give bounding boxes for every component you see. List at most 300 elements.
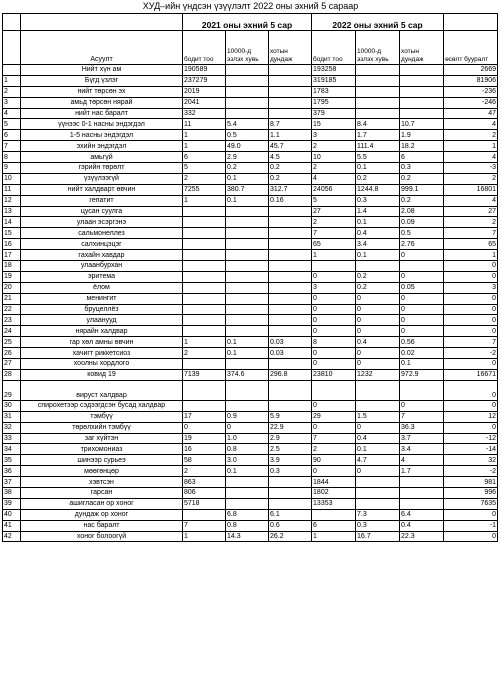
row-value [183, 271, 226, 282]
row-label: мөөгөнцөр [21, 466, 183, 477]
row-value [269, 315, 312, 326]
row-label: нийт нас баралт [21, 108, 183, 119]
row-value: 806 [183, 487, 226, 498]
row-value: 0.4 [356, 433, 400, 444]
row-value [400, 97, 444, 108]
table-row [3, 466, 498, 477]
row-value: 0 [312, 359, 356, 370]
row-value: 23810 [312, 369, 356, 380]
row-number: 11 [3, 184, 21, 195]
row-value [269, 498, 312, 509]
row-label: хоолны хордлого [21, 359, 183, 370]
row-value: 58 [183, 455, 226, 466]
row-value: 1.7 [400, 466, 444, 477]
row-number: 34 [3, 444, 21, 455]
row-value [356, 380, 400, 400]
row-value: 193258 [312, 65, 356, 76]
row-value: 0.56 [400, 337, 444, 348]
row-value: 14.3 [226, 531, 269, 542]
row-value: 4.7 [356, 455, 400, 466]
row-value: 999.1 [400, 184, 444, 195]
row-value: 0.02 [400, 348, 444, 359]
table-row [3, 400, 498, 411]
row-change: 2669 [444, 65, 498, 76]
row-value [226, 65, 269, 76]
row-value [269, 477, 312, 488]
row-value [226, 239, 269, 250]
row-value: 16 [183, 444, 226, 455]
row-label: эритема [21, 271, 183, 282]
row-value: 1783 [312, 86, 356, 97]
row-value: 0 [356, 293, 400, 304]
row-value: 8.7 [269, 119, 312, 130]
row-value: 0 [312, 315, 356, 326]
table-row [3, 195, 498, 206]
row-label: шинээр сурьеэ [21, 455, 183, 466]
row-change: 16671 [444, 369, 498, 380]
row-label: үзүүлээгүй [21, 173, 183, 184]
row-value: 0.1 [226, 173, 269, 184]
row-value [183, 206, 226, 217]
row-value [226, 282, 269, 293]
row-change: -3 [444, 163, 498, 174]
header-col: өсөлт бууралт [444, 31, 498, 65]
row-value: 5 [312, 195, 356, 206]
row-label: менингит [21, 293, 183, 304]
row-value: 1 [312, 250, 356, 261]
row-number: 22 [3, 304, 21, 315]
row-value [269, 326, 312, 337]
row-value: 5.9 [269, 411, 312, 422]
row-number: 13 [3, 206, 21, 217]
row-label: Бүгд үзлэг [21, 75, 183, 86]
row-value: 0.4 [356, 228, 400, 239]
row-label: салхинцэцэг [21, 239, 183, 250]
row-value [269, 293, 312, 304]
row-value: 49.0 [226, 141, 269, 152]
row-value: 1 [183, 141, 226, 152]
report-table [2, 13, 498, 542]
row-label: амьгүй [21, 152, 183, 163]
row-label: 1-5 насны эндэгдэл [21, 130, 183, 141]
table-row [3, 228, 498, 239]
table-row [3, 348, 498, 359]
table-row [3, 97, 498, 108]
row-value: 0.9 [226, 411, 269, 422]
row-value [400, 477, 444, 488]
row-number: 23 [3, 315, 21, 326]
row-value: 5718 [183, 498, 226, 509]
row-label: заг хүйтэн [21, 433, 183, 444]
table-row [3, 65, 498, 76]
row-value: 0.1 [226, 195, 269, 206]
row-number: 32 [3, 422, 21, 433]
row-value [356, 108, 400, 119]
row-label: Нийт хүн ам [21, 65, 183, 76]
row-number: 10 [3, 173, 21, 184]
row-value: 0.5 [400, 228, 444, 239]
row-change: 0 [444, 531, 498, 542]
row-value: 7 [312, 228, 356, 239]
row-value [226, 271, 269, 282]
row-value: 2 [312, 444, 356, 455]
row-change: 0 [444, 359, 498, 370]
row-value: 0 [400, 271, 444, 282]
table-row [3, 217, 498, 228]
row-value: 1795 [312, 97, 356, 108]
row-value: 0.8 [226, 444, 269, 455]
row-value: 7 [400, 411, 444, 422]
row-value [226, 304, 269, 315]
table-row [3, 141, 498, 152]
row-label: хачигт риккетсиоз [21, 348, 183, 359]
row-value: 237279 [183, 75, 226, 86]
row-value: 45.7 [269, 141, 312, 152]
row-value: 2 [183, 348, 226, 359]
row-value: 2041 [183, 97, 226, 108]
row-value [356, 65, 400, 76]
row-number: 42 [3, 531, 21, 542]
row-number: 35 [3, 455, 21, 466]
row-value: 0.2 [269, 173, 312, 184]
row-change: 0 [444, 304, 498, 315]
header-col: 10000-д эзлэх хувь [356, 31, 400, 65]
row-value: 1844 [312, 477, 356, 488]
row-value [183, 250, 226, 261]
row-value [356, 86, 400, 97]
row-value: 0 [312, 466, 356, 477]
row-value [226, 477, 269, 488]
row-value: 2.9 [226, 152, 269, 163]
row-value: 24056 [312, 184, 356, 195]
row-label: улаанбурхан [21, 261, 183, 272]
row-value: 0.03 [269, 348, 312, 359]
header-blank [444, 14, 498, 31]
table-row [3, 369, 498, 380]
row-value: 0.3 [356, 520, 400, 531]
row-value: 374.6 [226, 369, 269, 380]
row-label: гарсан [21, 487, 183, 498]
row-number: 26 [3, 348, 21, 359]
row-value: 0.3 [356, 195, 400, 206]
row-number: 27 [3, 359, 21, 370]
row-label: эхийн эндэгдэл [21, 141, 183, 152]
row-number: 20 [3, 282, 21, 293]
row-value: 0 [226, 422, 269, 433]
row-value: 2 [312, 217, 356, 228]
row-value: 1.0 [226, 433, 269, 444]
row-value: 0 [312, 422, 356, 433]
row-value: 27 [312, 206, 356, 217]
row-number: 39 [3, 498, 21, 509]
row-value: 0 [312, 400, 356, 411]
row-label: спирохетээр сэдээгдсэн бусад халдвар [21, 400, 183, 411]
table-row [3, 130, 498, 141]
row-number: 6 [3, 130, 21, 141]
header-year-2021: 2021 оны эхний 5 сар [183, 14, 312, 31]
table-row [3, 455, 498, 466]
table-row [3, 108, 498, 119]
table-row [3, 509, 498, 520]
row-value: 1 [183, 531, 226, 542]
row-label: үүнээс 0-1 насны эндэгдэл [21, 119, 183, 130]
row-value: 18.2 [400, 141, 444, 152]
table-row [3, 487, 498, 498]
row-value: 972.9 [400, 369, 444, 380]
row-label: улаанууд [21, 315, 183, 326]
row-value: 0 [400, 400, 444, 411]
row-value [183, 239, 226, 250]
row-value: 6.4 [400, 509, 444, 520]
row-change: 16801 [444, 184, 498, 195]
page-title: ХУД–ийн үндсэн үзүүлэлт 2022 оны эхний 5 сараар [142, 1, 359, 11]
row-value: 11 [183, 119, 226, 130]
row-value: 29 [312, 411, 356, 422]
row-value [226, 86, 269, 97]
row-change: 81906 [444, 75, 498, 86]
header-col [3, 31, 21, 65]
header-columns [3, 31, 498, 65]
row-number: 8 [3, 152, 21, 163]
row-value [269, 304, 312, 315]
header-years [3, 14, 498, 31]
header-col: бодит тоо [183, 31, 226, 65]
row-value [183, 293, 226, 304]
table-row [3, 206, 498, 217]
table-row [3, 304, 498, 315]
row-value: 36.3 [400, 422, 444, 433]
row-value: 379 [312, 108, 356, 119]
row-number: 15 [3, 228, 21, 239]
row-change: 2 [444, 217, 498, 228]
row-value [269, 97, 312, 108]
row-value: 3.4 [356, 239, 400, 250]
row-change: 2 [444, 130, 498, 141]
row-value [400, 498, 444, 509]
row-change: -14 [444, 444, 498, 455]
row-number: 1 [3, 75, 21, 86]
table-row [3, 422, 498, 433]
row-value: 0.4 [400, 520, 444, 531]
row-value: 3.9 [269, 455, 312, 466]
row-change: 1 [444, 250, 498, 261]
row-change: 996 [444, 487, 498, 498]
row-change: 0 [444, 509, 498, 520]
row-value: 0.8 [226, 520, 269, 531]
row-change: 7 [444, 337, 498, 348]
row-value [400, 380, 444, 400]
row-number: 14 [3, 217, 21, 228]
row-value: 1802 [312, 487, 356, 498]
row-value: 111.4 [356, 141, 400, 152]
row-value: 7 [183, 520, 226, 531]
row-value: 0.6 [269, 520, 312, 531]
row-value: 0.4 [356, 337, 400, 348]
row-value [356, 261, 400, 272]
row-number: 30 [3, 400, 21, 411]
row-value: 3.0 [226, 455, 269, 466]
row-value: 3 [312, 282, 356, 293]
row-number: 31 [3, 411, 21, 422]
row-value: 1232 [356, 369, 400, 380]
row-number: 21 [3, 293, 21, 304]
row-label: ковид 19 [21, 369, 183, 380]
row-number: 40 [3, 509, 21, 520]
row-label: ашигласан ор хоног [21, 498, 183, 509]
row-value: 4 [400, 455, 444, 466]
row-value [226, 487, 269, 498]
row-value: 0.1 [356, 163, 400, 174]
row-number: 17 [3, 250, 21, 261]
header-year-2022: 2022 оны эхний 5 сар [312, 14, 444, 31]
row-value [269, 261, 312, 272]
row-value: 90 [312, 455, 356, 466]
row-value: 1.9 [400, 130, 444, 141]
row-value [183, 217, 226, 228]
row-value: 8 [312, 337, 356, 348]
row-value [183, 400, 226, 411]
row-value: 1 [183, 130, 226, 141]
row-value [356, 400, 400, 411]
row-value [400, 108, 444, 119]
row-number: 38 [3, 487, 21, 498]
table-row [3, 411, 498, 422]
row-value: 0.1 [400, 359, 444, 370]
row-value: 3 [312, 130, 356, 141]
row-value: 0 [356, 359, 400, 370]
row-change: 0 [444, 261, 498, 272]
row-change: 4 [444, 119, 498, 130]
row-value: 0 [356, 348, 400, 359]
row-value: 312.7 [269, 184, 312, 195]
table-row [3, 520, 498, 531]
row-value: 1.1 [269, 130, 312, 141]
row-change: 3 [444, 282, 498, 293]
row-label: гепатит [21, 195, 183, 206]
row-change: -1 [444, 520, 498, 531]
table-row [3, 173, 498, 184]
row-value: 0 [356, 304, 400, 315]
row-label: тэмбүү [21, 411, 183, 422]
row-value [356, 498, 400, 509]
row-value [183, 282, 226, 293]
row-change: -12 [444, 433, 498, 444]
row-value: 319185 [312, 75, 356, 86]
row-value [183, 509, 226, 520]
row-change: 0 [444, 315, 498, 326]
row-value: 1.7 [356, 130, 400, 141]
row-value [183, 315, 226, 326]
row-value: 26.2 [269, 531, 312, 542]
row-value [226, 380, 269, 400]
table-row [3, 271, 498, 282]
row-value: 0.09 [400, 217, 444, 228]
row-value: 5 [183, 163, 226, 174]
row-number: 41 [3, 520, 21, 531]
row-value: 0.2 [356, 173, 400, 184]
row-value [183, 228, 226, 239]
row-value [400, 261, 444, 272]
row-value: 65 [312, 239, 356, 250]
row-change: -246 [444, 97, 498, 108]
table-row [3, 498, 498, 509]
row-value: 6.8 [226, 509, 269, 520]
row-number: 18 [3, 261, 21, 272]
row-value: 0 [312, 293, 356, 304]
row-value: 2.9 [269, 433, 312, 444]
row-value [356, 97, 400, 108]
row-number: 25 [3, 337, 21, 348]
row-value: 0 [400, 326, 444, 337]
row-number: 3 [3, 97, 21, 108]
table-row [3, 152, 498, 163]
row-value [226, 97, 269, 108]
row-change: -236 [444, 86, 498, 97]
row-value [226, 359, 269, 370]
row-value: 4.5 [269, 152, 312, 163]
row-value: 6 [400, 152, 444, 163]
row-value: 0 [400, 250, 444, 261]
header-col: хотын дундаж [269, 31, 312, 65]
row-label: нийт төрсөн эх [21, 86, 183, 97]
row-value [226, 206, 269, 217]
row-value [312, 509, 356, 520]
row-value: 0.1 [356, 444, 400, 455]
table-row [3, 359, 498, 370]
row-value: 0.2 [356, 282, 400, 293]
row-value: 7139 [183, 369, 226, 380]
row-value: 3.4 [400, 444, 444, 455]
row-value: 0 [183, 422, 226, 433]
row-value: 380.7 [226, 184, 269, 195]
row-number: 33 [3, 433, 21, 444]
row-value: 22.3 [400, 531, 444, 542]
row-value: 2 [183, 466, 226, 477]
header-blank [3, 14, 21, 31]
row-value: 0.1 [226, 466, 269, 477]
row-change: 0 [444, 380, 498, 400]
table-row [3, 184, 498, 195]
row-label: сальмонеллез [21, 228, 183, 239]
row-value [356, 75, 400, 86]
row-value: 0 [400, 304, 444, 315]
row-value [269, 65, 312, 76]
row-value [356, 477, 400, 488]
table-body [3, 65, 498, 542]
row-value [269, 86, 312, 97]
row-value: 0 [400, 293, 444, 304]
row-value [269, 359, 312, 370]
header-col: бодит тоо [312, 31, 356, 65]
row-label: хоног болоогүй [21, 531, 183, 542]
row-change: 1 [444, 141, 498, 152]
row-value: 10.7 [400, 119, 444, 130]
row-value: 0.1 [356, 250, 400, 261]
row-change: 0 [444, 293, 498, 304]
row-value [226, 75, 269, 86]
row-value: 0.2 [400, 173, 444, 184]
row-label: бруцеллёз [21, 304, 183, 315]
row-value: 2 [312, 141, 356, 152]
table-row [3, 531, 498, 542]
row-value: 0.16 [269, 195, 312, 206]
row-value [400, 86, 444, 97]
row-value: 296.8 [269, 369, 312, 380]
row-change: 4 [444, 195, 498, 206]
row-value: 7255 [183, 184, 226, 195]
row-value: 7.3 [356, 509, 400, 520]
row-value: 19 [183, 433, 226, 444]
